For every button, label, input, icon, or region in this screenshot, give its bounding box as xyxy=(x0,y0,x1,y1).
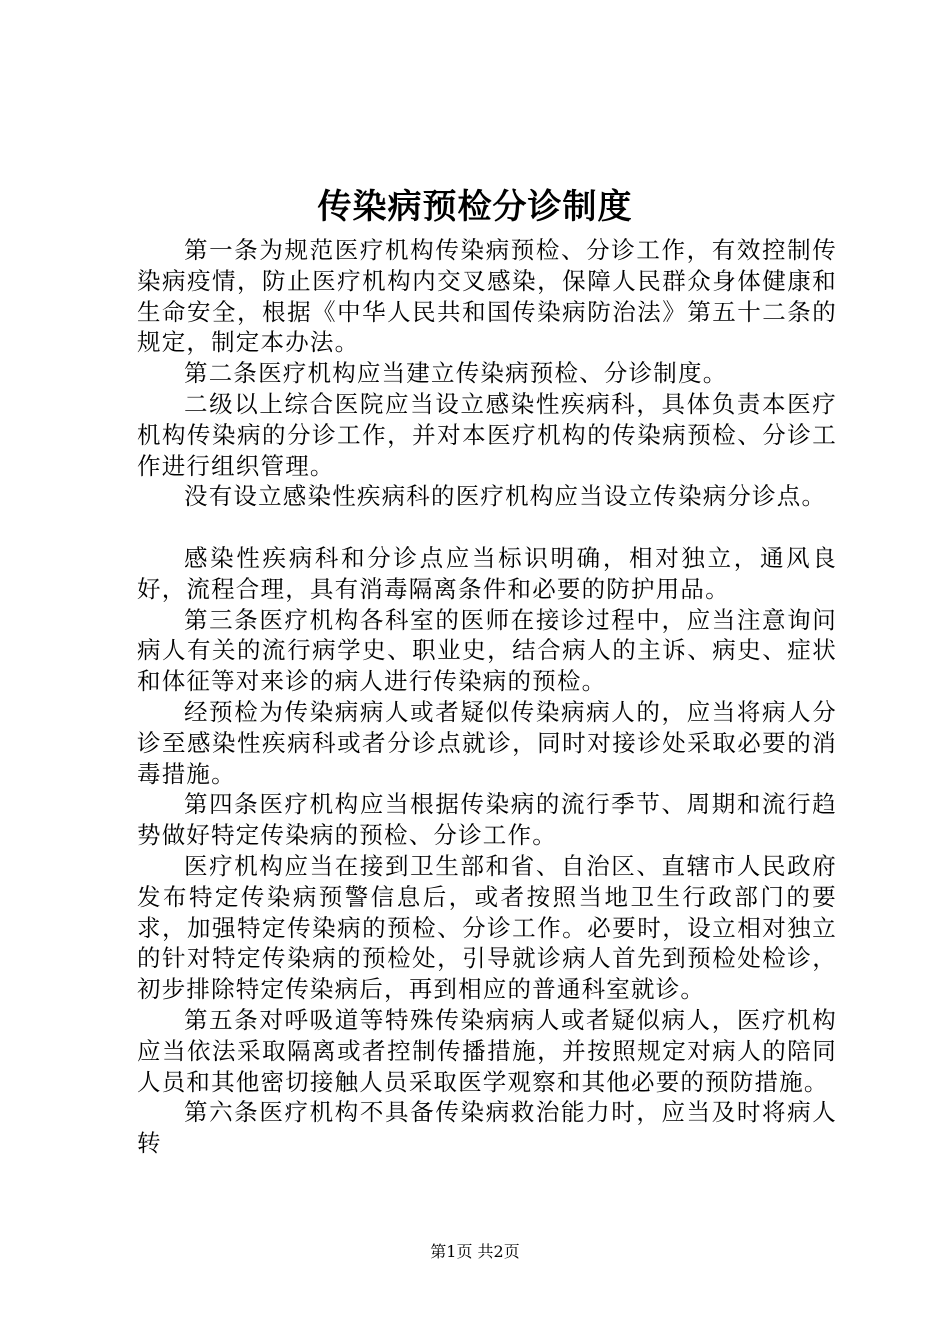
document-title: 传染病预检分诊制度 xyxy=(317,187,633,227)
paragraph-infectious-dept: 二级以上综合医院应当设立感染性疾病科，具体负责本医疗机构传染病的分诊工作，并对本医疗机构的传染病预检、分诊工作进行组织管理。 xyxy=(137,389,837,480)
paragraph-triage-point: 没有设立感染性疾病科的医疗机构应当设立传染病分诊点。 xyxy=(184,482,827,511)
paragraph-article-2: 第二条医疗机构应当建立传染病预检、分诊制度。 xyxy=(184,359,728,388)
paragraph-referral: 经预检为传染病病人或者疑似传染病病人的，应当将病人分诊至感染性疾病科或者分诊点就诊，同时对接诊处采取必要的消毒措施。 xyxy=(137,697,837,788)
paragraph-article-4: 第四条医疗机构应当根据传染病的流行季节、周期和流行趋势做好特定传染病的预检、分诊工作。 xyxy=(137,790,837,850)
paragraph-article-6: 第六条医疗机构不具备传染病救治能力时，应当及时将病人转 xyxy=(137,1098,837,1158)
page-footer: 第1页 共2页 xyxy=(430,1242,520,1261)
paragraph-article-3: 第三条医疗机构各科室的医师在接诊过程中，应当注意询问病人有关的流行病学史、职业史，结合病人的主诉、病史、症状和体征等对来诊的病人进行传染病的预检。 xyxy=(137,605,837,696)
paragraph-warning: 医疗机构应当在接到卫生部和省、自治区、直辖市人民政府发布特定传染病预警信息后，或者按照当地卫生行政部门的要求，加强特定传染病的预检、分诊工作。必要时，设立相对独立的针对特定传染病的预检处，引导就诊病人首先到预检处检诊，初步排除特定传染病后，再到相应的普通科室就诊。 xyxy=(137,851,837,1004)
paragraph-dept-requirements: 感染性疾病科和分诊点应当标识明确，相对独立，通风良好，流程合理，具有消毒隔离条件和必要的防护用品。 xyxy=(137,543,837,603)
paragraph-article-1: 第一条为规范医疗机构传染病预检、分诊工作，有效控制传染病疫情，防止医疗机构内交叉感染，保障人民群众身体健康和生命安全，根据《中华人民共和国传染病防治法》第五十二条的规定，制定本办法。 xyxy=(137,236,837,357)
paragraph-article-5: 第五条对呼吸道等特殊传染病病人或者疑似病人，医疗机构应当依法采取隔离或者控制传播措施，并按照规定对病人的陪同人员和其他密切接触人员采取医学观察和其他必要的预防措施。 xyxy=(137,1005,837,1096)
document-body xyxy=(137,235,837,1159)
blank-line xyxy=(137,512,837,543)
